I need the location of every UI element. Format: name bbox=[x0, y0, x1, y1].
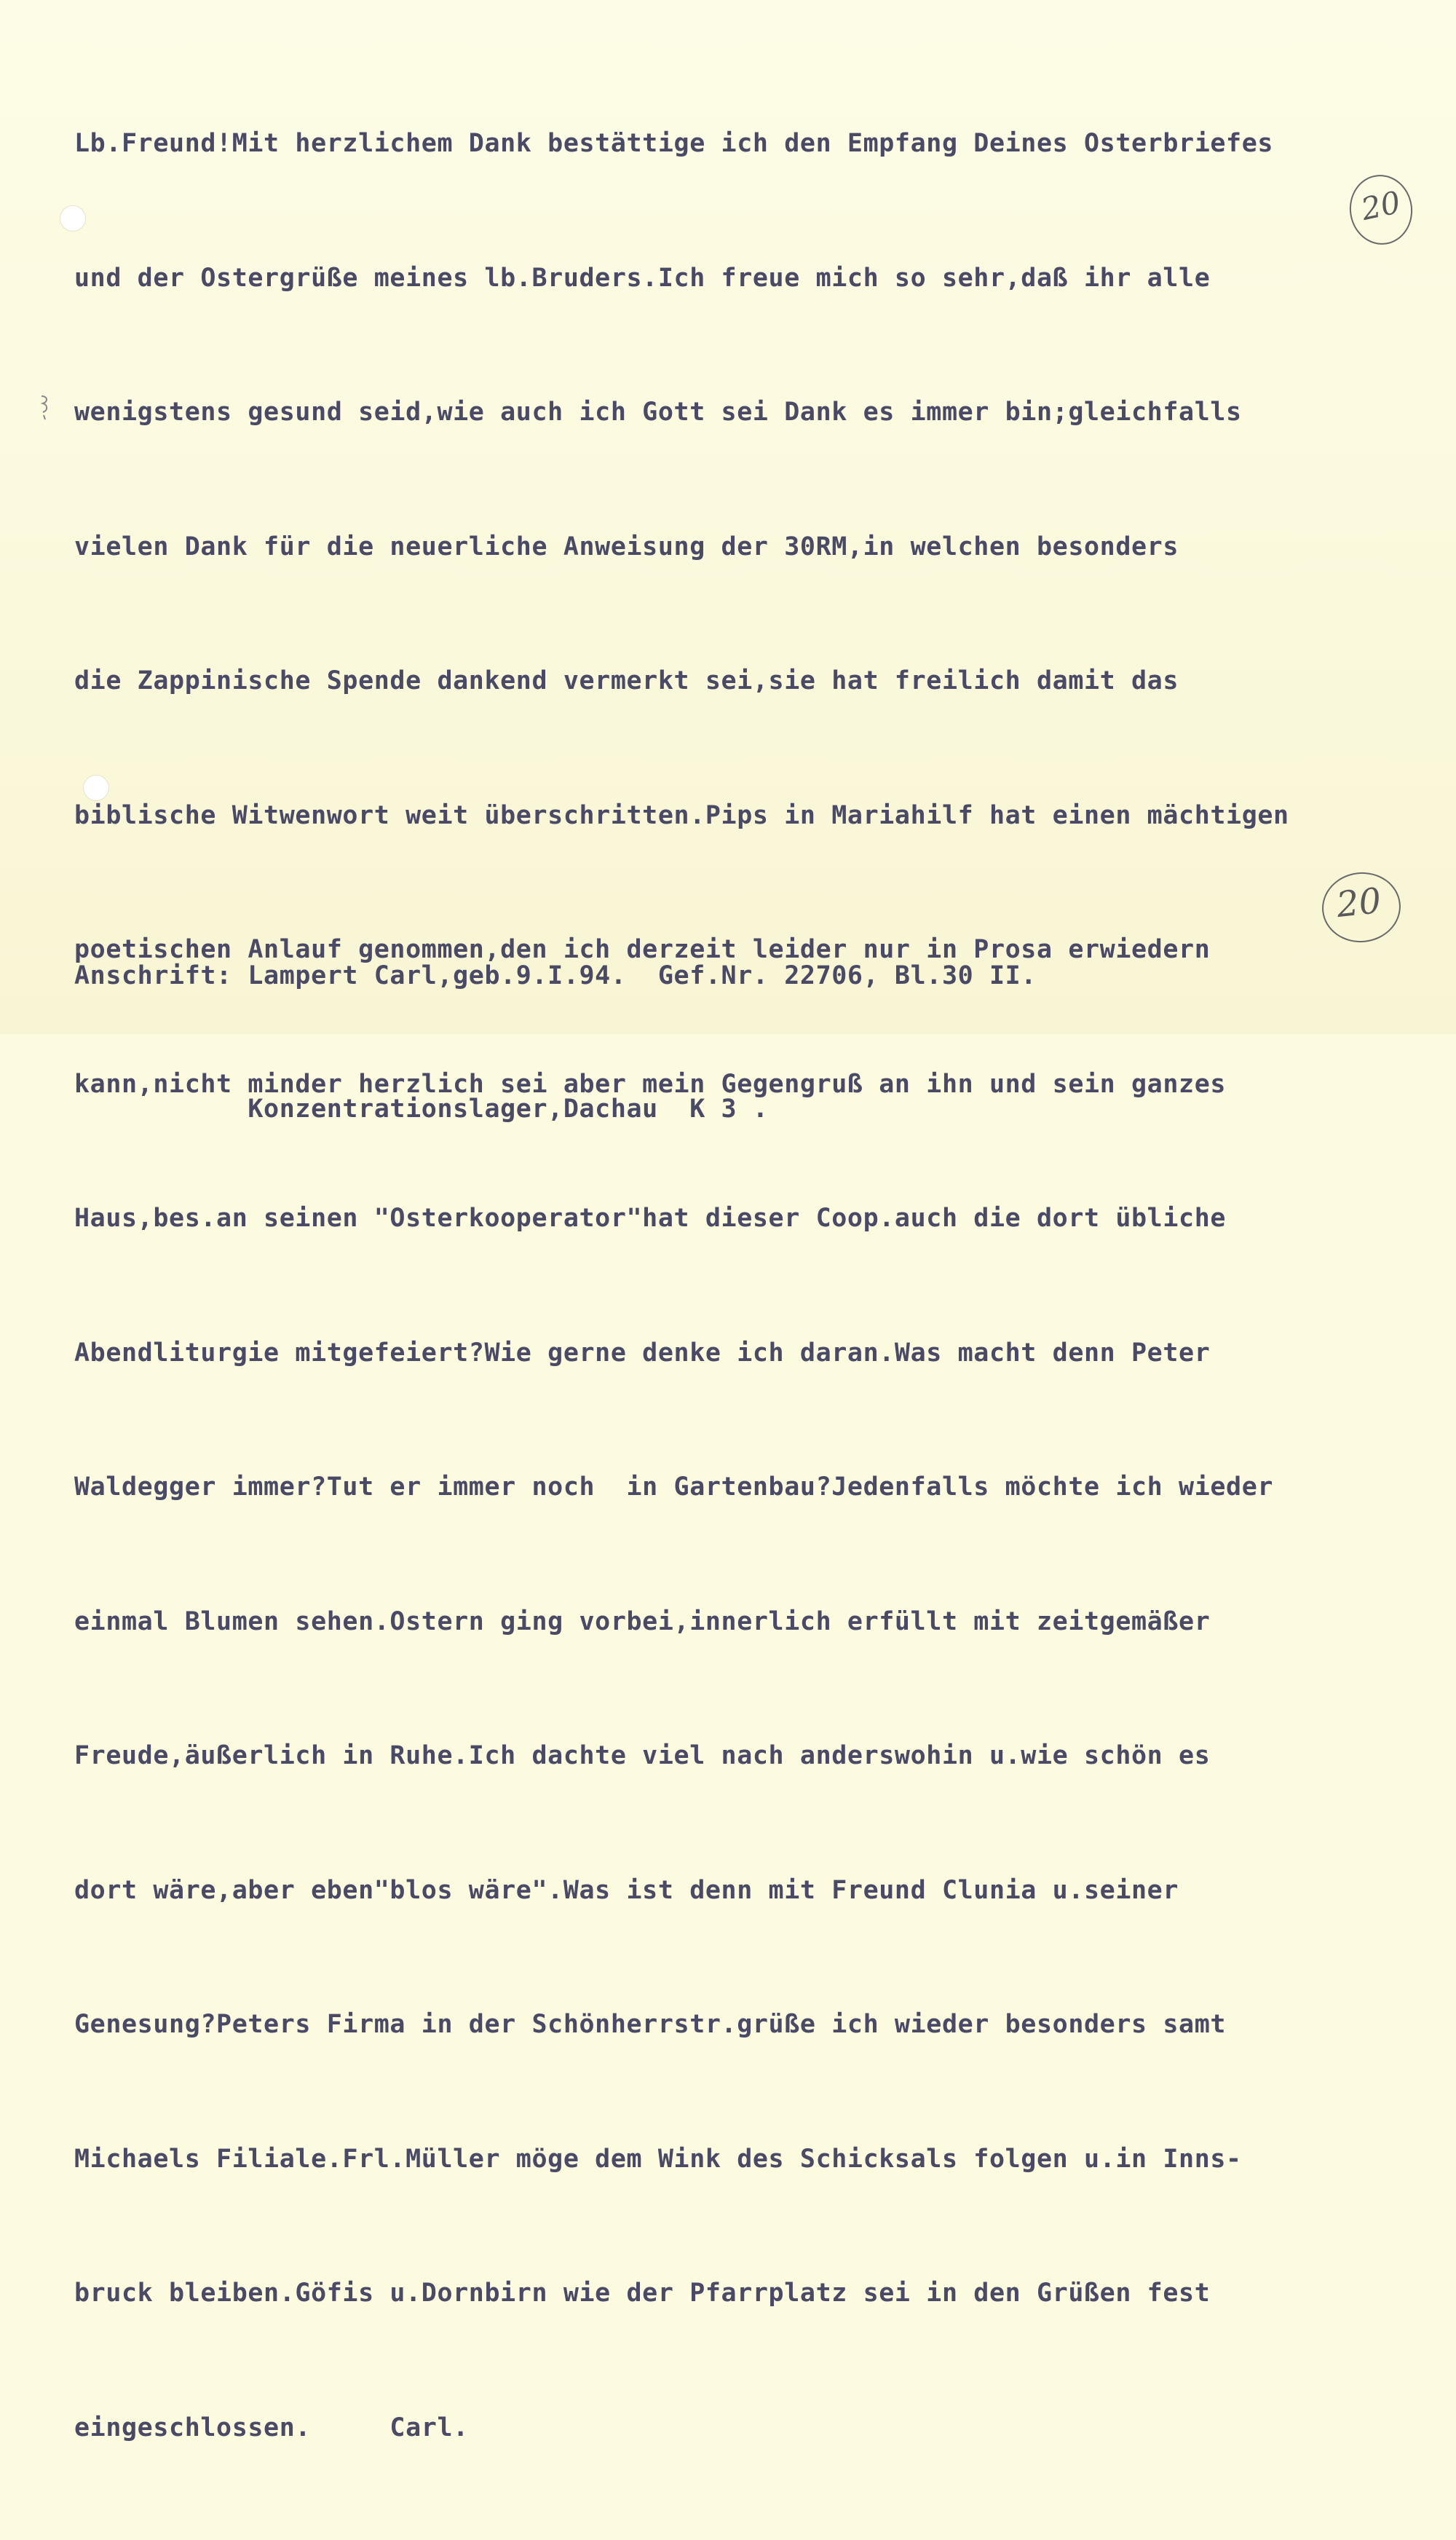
letter-line: bruck bleiben.Göfis u.Dornbirn wie der Pfarrplatz sei in den Grüßen fest bbox=[74, 2279, 1211, 2308]
letter-line: poetischen Anlauf genommen,den ich derzeit leider nur in Prosa erwiedern bbox=[74, 935, 1211, 964]
letter-line: und der Ostergrüße meines lb.Bruders.Ich freue mich so sehr,daß ihr alle bbox=[74, 263, 1211, 293]
letter-line: die Zappinische Spende dankend vermerkt sei,sie hat freilich damit das bbox=[74, 666, 1179, 695]
letter-line: kann,nicht minder herzlich sei aber mein Gegengruß an ihn und sein ganzes bbox=[74, 1069, 1227, 1099]
handwritten-number-bottom: 20 bbox=[1334, 880, 1383, 926]
letter-line: Waldegger immer?Tut er immer noch in Gartenbau?Jedenfalls möchte ich wieder bbox=[74, 1472, 1274, 1502]
letter-line: Abendliturgie mitgefeiert?Wie gerne denke ich daran.Was macht denn Peter bbox=[74, 1338, 1211, 1368]
address-block bbox=[74, 865, 1037, 1220]
letter-line: biblische Witwenwort weit überschritten.Pips in Mariahilf hat einen mächtigen bbox=[74, 800, 1289, 830]
letter-line: wenigstens gesund seid,wie auch ich Gott sei Dank es immer bin;gleichfalls bbox=[74, 398, 1242, 427]
handwritten-number-top: 20 bbox=[1358, 184, 1404, 228]
letter-line: Michaels Filiale.Frl.Müller möge dem Wink des Schicksals folgen u.in Inns- bbox=[74, 2144, 1242, 2174]
margin-squiggle-mark bbox=[39, 393, 51, 428]
letter-line: einmal Blumen sehen.Ostern ging vorbei,innerlich erfüllt mit zeitgemäßer bbox=[74, 1606, 1211, 1636]
letter-line: vielen Dank für die neuerliche Anweisung der 30RM,in welchen besonders bbox=[74, 532, 1179, 561]
letter-line: Lb.Freund!Mit herzlichem Dank bestättige ich den Empfang Deines Osterbriefes bbox=[74, 129, 1274, 158]
letter-line: Freude,äußerlich in Ruhe.Ich dachte viel nach anderswohin u.wie schön es bbox=[74, 1741, 1211, 1770]
letter-line: Genesung?Peters Firma in der Schönherrstr.grüße ich wieder besonders samt bbox=[74, 2010, 1227, 2039]
address-line-1: Anschrift: Lampert Carl,geb.9.I.94. Gef.Nr. 22706, Bl.30 II. bbox=[74, 961, 1037, 990]
letter-body bbox=[74, 32, 1450, 2540]
letter-line: Haus,bes.an seinen "Osterkooperator"hat dieser Coop.auch die dort übliche bbox=[74, 1204, 1227, 1233]
letter-line: dort wäre,aber eben"blos wäre".Was ist denn mit Freund Clunia u.seiner bbox=[74, 1875, 1179, 1905]
address-line-2: Konzentrationslager,Dachau K 3 . bbox=[74, 1095, 769, 1124]
letter-line: eingeschlossen. Carl. bbox=[74, 2413, 469, 2442]
